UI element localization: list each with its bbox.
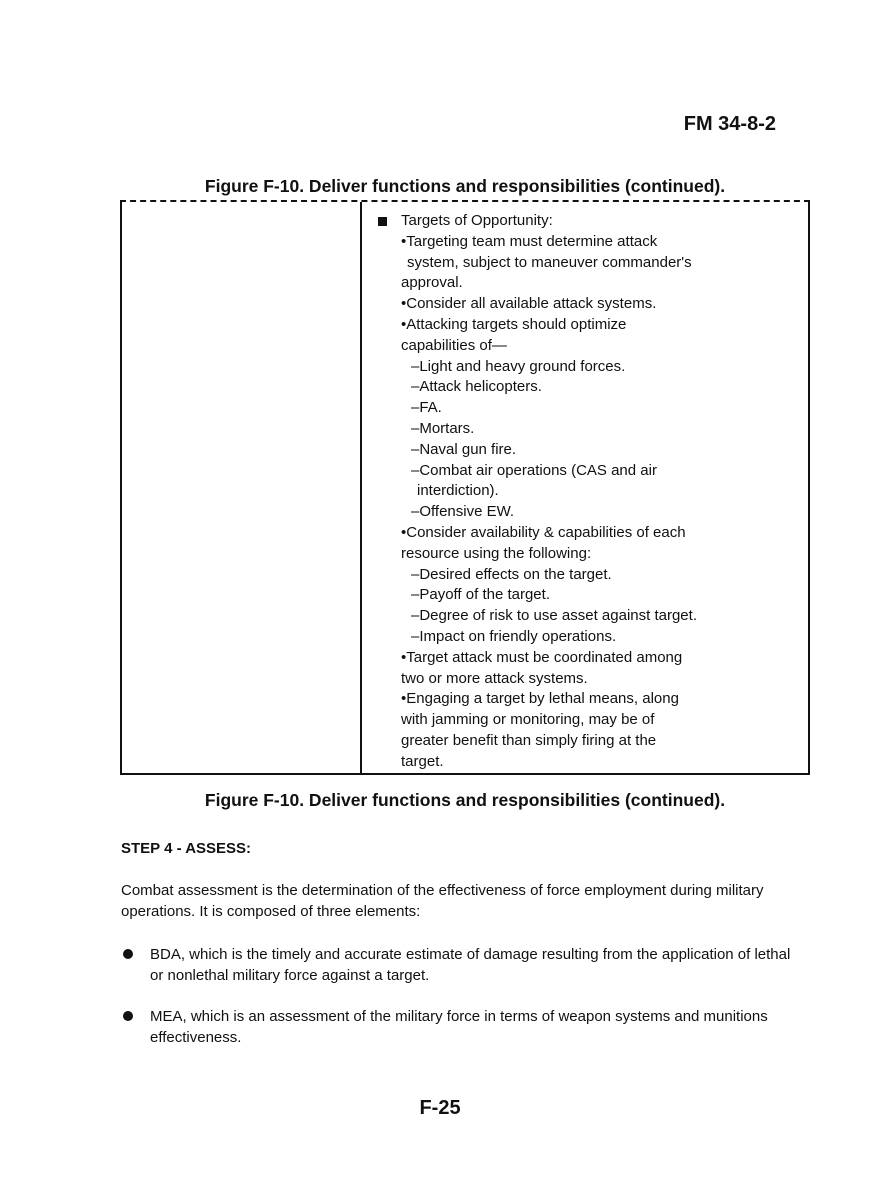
cell-line: two or more attack systems. (401, 669, 588, 687)
cell-line: –Payoff of the target. (411, 586, 550, 604)
page-number: F-25 (419, 1097, 461, 1119)
cell-line: approval. (401, 274, 463, 292)
figure-caption-bottom: Figure F-10. Deliver functions and responsibilities (continued). (204, 790, 726, 810)
round-bullet-icon (123, 949, 133, 959)
table-right-cell (375, 211, 795, 773)
cell-line: •Targeting team must determine attack (401, 232, 658, 250)
cell-line: –FA. (411, 399, 442, 417)
cell-line: –Degree of risk to use asset against target. (411, 607, 697, 625)
step-paragraph: Combat assessment is the determination of the effectiveness of force employment during military operations. It is composed of three elements: (121, 882, 764, 920)
cell-line: •Attacking targets should optimize (401, 315, 627, 333)
targets-of-opportunity-heading (375, 211, 795, 232)
round-bullet-icon (123, 1011, 133, 1021)
list-item-text: BDA, which is the timely and accurate estimate of damage resulting from the application of lethal or nonlethal military force against a target. (150, 946, 791, 984)
cell-line: greater benefit than simply firing at the (401, 731, 657, 749)
table-column-divider (360, 202, 362, 773)
cell-line: with jamming or monitoring, may be of (401, 711, 655, 729)
figure-caption-top: Figure F-10. Deliver functions and responsibilities (continued). (204, 176, 726, 196)
cell-line: interdiction). (417, 482, 499, 500)
list-item-text: MEA, which is an assessment of the military force in terms of weapon systems and munitions effectiveness. (150, 1008, 768, 1046)
cell-line: •Engaging a target by lethal means, along (401, 690, 679, 708)
cell-line: –Naval gun fire. (411, 440, 517, 458)
cell-heading-text: Targets of Opportunity: (401, 212, 553, 229)
responsibilities-table (120, 200, 810, 775)
cell-line: –Light and heavy ground forces. (411, 357, 626, 375)
cell-line: –Combat air operations (CAS and air (411, 461, 657, 479)
cell-line: –Offensive EW. (411, 503, 515, 521)
cell-line: –Mortars. (411, 419, 475, 437)
cell-line: •Consider availability & capabilities of each (401, 523, 686, 541)
square-bullet-icon (378, 217, 387, 226)
cell-line: •Target attack must be coordinated among (401, 648, 683, 666)
cell-line: target. (401, 752, 444, 770)
document-number: FM 34-8-2 (683, 113, 776, 135)
cell-line: –Impact on friendly operations. (411, 627, 617, 645)
cell-line: capabilities of— (401, 336, 507, 354)
cell-line: system, subject to maneuver commander's (407, 253, 692, 271)
cell-line: –Desired effects on the target. (411, 565, 612, 583)
step-heading: STEP 4 - ASSESS: (121, 840, 252, 857)
cell-line: –Attack helicopters. (411, 378, 542, 396)
cell-line: resource using the following: (401, 544, 592, 562)
cell-line: •Consider all available attack systems. (401, 295, 657, 313)
